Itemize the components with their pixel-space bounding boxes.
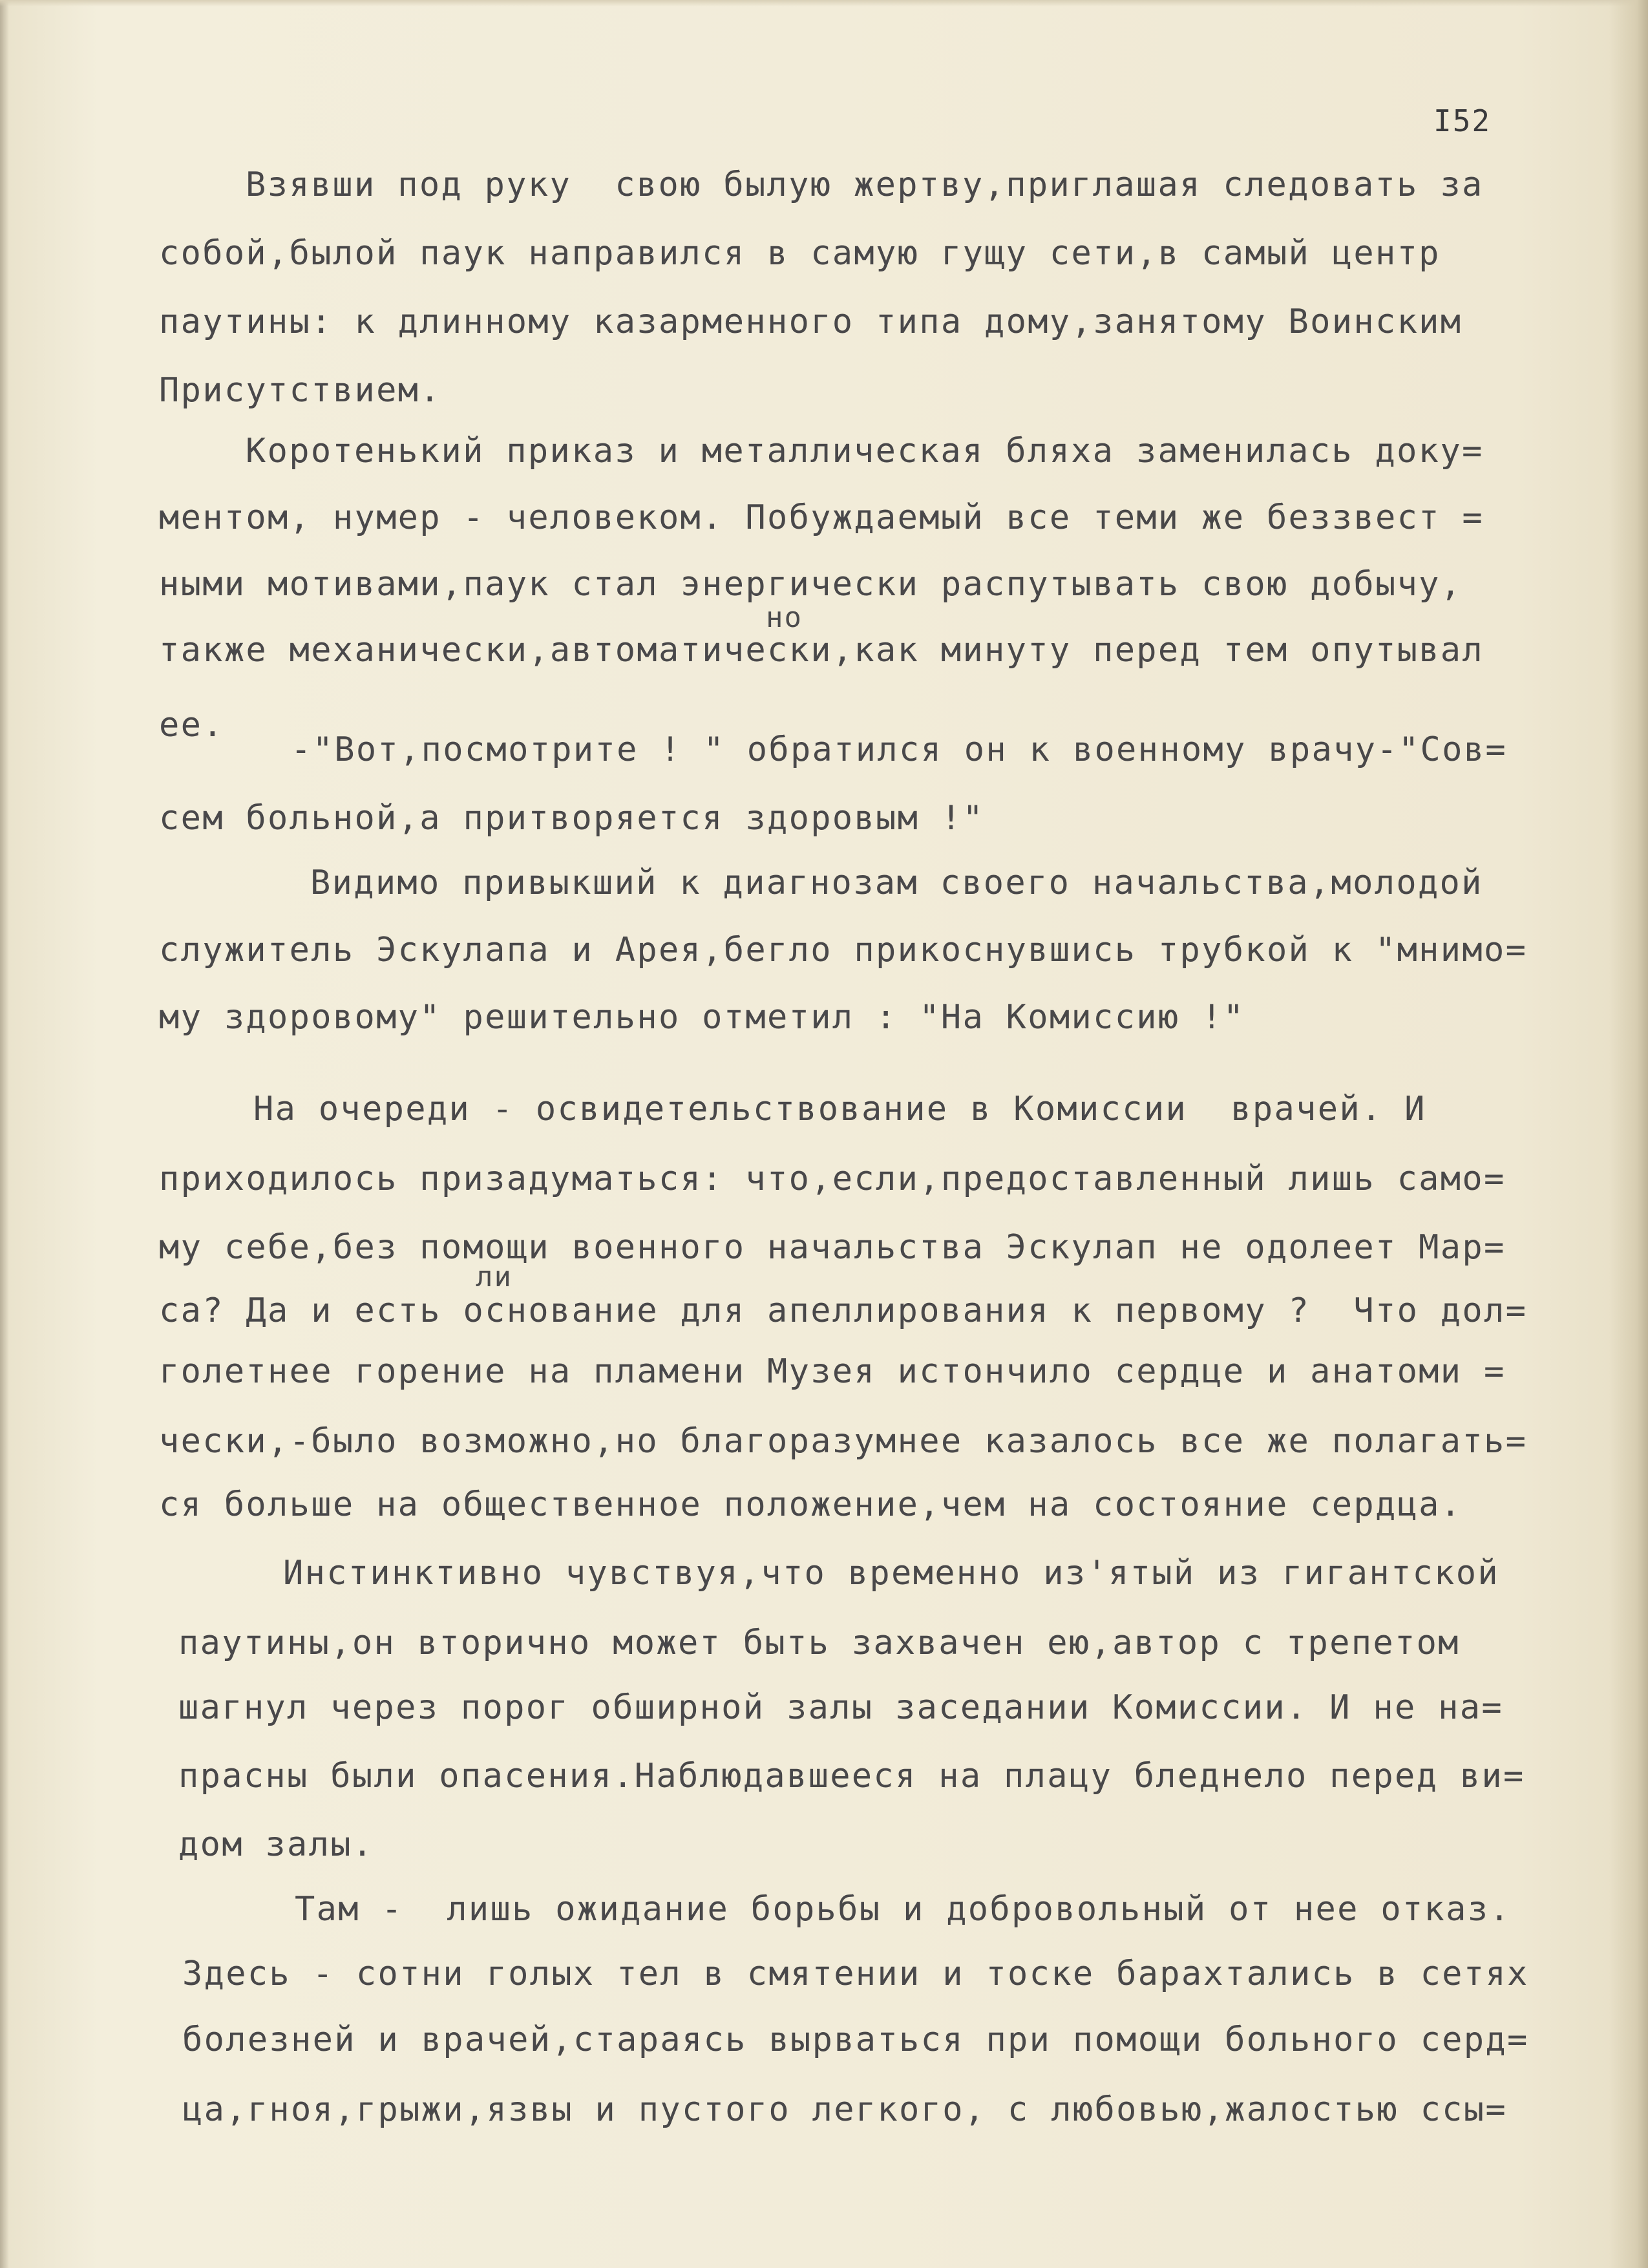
- page-number: I52: [1433, 103, 1492, 138]
- text-line: Там - лишь ожидание борьбы и добровольный от нее отказ.: [295, 1890, 1511, 1929]
- text-line: ее.: [159, 706, 224, 745]
- text-line: паутины,он вторично может быть захвачен ею,автор с трепетом: [178, 1624, 1460, 1662]
- text-line: Коротенький приказ и металлическая бляха заменилась доку=: [246, 432, 1484, 471]
- text-line: -"Вот,посмотрите ! " обратился он к военному врачу-"Сов=: [291, 730, 1507, 769]
- text-line: ца,гноя,грыжи,язвы и пустого легкого, с любовью,жалостью ссы=: [182, 2090, 1508, 2129]
- text-line: Инстинктивно чувствуя,что временно из'ятый из гигантской: [283, 1554, 1499, 1593]
- text-line: чески,-было возможно,но благоразумнее казалось все же полагать=: [159, 1422, 1528, 1461]
- text-line: болезней и врачей,стараясь вырваться при помощи больного серд=: [182, 2020, 1529, 2059]
- text-line: ся больше на общественное положение,чем на состояние сердца.: [159, 1485, 1463, 1524]
- text-line: шагнул через порог обширной залы заседании Комиссии. И не на=: [178, 1688, 1504, 1727]
- text-line: служитель Эскулапа и Арея,бегло прикоснувшись трубкой к "мнимо=: [159, 931, 1528, 970]
- text-line: На очереди - освидетельствование в Комиссии врачей. И: [253, 1090, 1426, 1129]
- text-line: Видимо привыкший к диагнозам своего начальства,молодой: [310, 864, 1483, 902]
- text-line: Здесь - сотни голых тел в смятении и тоске барахтались в сетях: [182, 1955, 1529, 1993]
- text-line: прасны были опасения.Наблюдавшееся на плацу бледнело перед ви=: [178, 1757, 1525, 1796]
- text-line: дом залы.: [178, 1825, 374, 1864]
- text-line: му здоровому" решительно отметил : "На Комиссию !": [159, 998, 1245, 1037]
- text-line: также механически,автоматически,как минуту перед тем опутывал: [159, 631, 1484, 670]
- text-line: голетнее горение на пламени Музея истончило сердце и анатоми =: [159, 1352, 1506, 1391]
- handwritten-insert: но: [766, 601, 803, 634]
- text-line: собой,былой паук направился в самую гущу сети,в самый центр: [159, 234, 1441, 273]
- text-line: ментом, нумер - человеком. Побуждаемый все теми же беззвест =: [159, 498, 1484, 537]
- handwritten-insert: ли: [476, 1260, 512, 1293]
- text-line: Присутствием.: [159, 371, 441, 410]
- text-line: са? Да и есть основание для апеллирования к первому ? Что дол=: [159, 1291, 1528, 1330]
- text-line: ными мотивами,паук стал энергически распутывать свою добычу,: [159, 565, 1463, 604]
- text-line: приходилось призадуматься: что,если,предоставленный лишь само=: [159, 1160, 1506, 1198]
- text-line: паутины: к длинному казарменного типа дому,занятому Воинским: [159, 302, 1463, 341]
- text-line: сем больной,а притворяется здоровым !": [159, 799, 985, 838]
- text-line: Взявши под руку свою былую жертву,приглашая следовать за: [246, 165, 1484, 204]
- text-line: му себе,без помощи военного начальства Эскулап не одолеет Мар=: [159, 1228, 1506, 1267]
